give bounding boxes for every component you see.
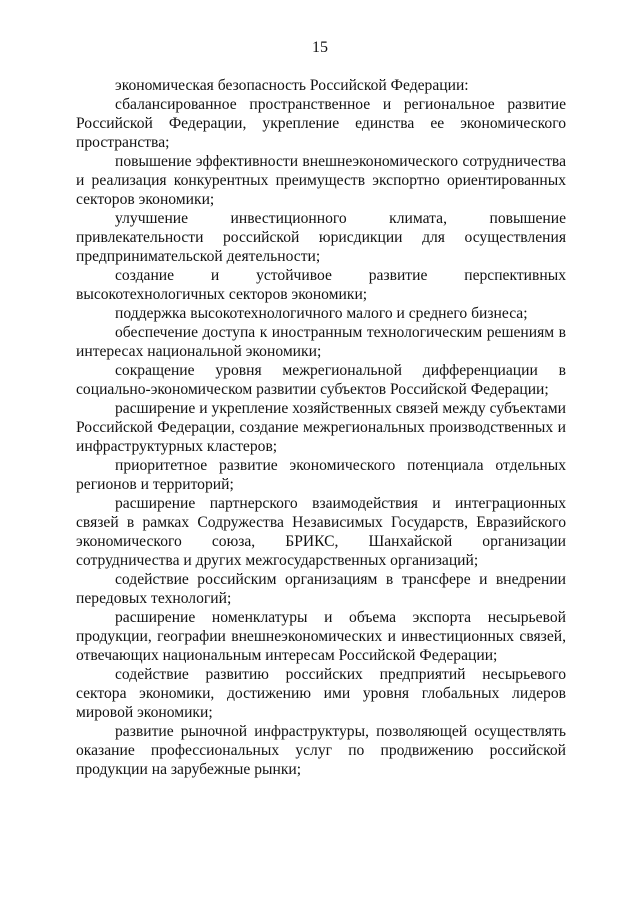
list-item: сокращение уровня межрегиональной дифференциации в социально-экономическом развитии субъектов Российской Федерации; (76, 362, 566, 398)
list-item: экономическая безопасность Российской Федерации: (115, 77, 469, 94)
list-item: расширение партнерского взаимодействия и интеграционных связей в рамках Содружества Независимых Государств, Евразийского экономического союза, БРИКС, Шанхайской организации сотрудничества и других межгосударственных организаций; (76, 495, 566, 569)
document-body (76, 76, 566, 779)
list-item: содействие российским организациям в трансфере и внедрении передовых технологий; (76, 571, 566, 607)
list-item: улучшение инвестиционного климата, повышение привлекательности российской юрисдикции для осуществления предпринимательской деятельности; (76, 210, 566, 265)
list-item: расширение номенклатуры и объема экспорта несырьевой продукции, географии внешнеэкономических и инвестиционных связей, отвечающих национальным интересам Российской Федерации; (76, 609, 566, 664)
list-item: приоритетное развитие экономического потенциала отдельных регионов и территорий; (76, 457, 566, 493)
page-number: 15 (312, 39, 328, 56)
list-item: расширение и укрепление хозяйственных связей между субъектами Российской Федерации, создание межрегиональных производственных и инфраструктурных кластеров; (76, 400, 566, 455)
list-item: повышение эффективности внешнеэкономического сотрудничества и реализация конкурентных преимуществ экспортно ориентированных секторов экономики; (76, 153, 566, 208)
list-item: создание и устойчивое развитие перспективных высокотехнологичных секторов экономики; (76, 267, 566, 303)
list-item: сбалансированное пространственное и региональное развитие Российской Федерации, укрепление единства ее экономического пространства; (76, 96, 566, 151)
list-item: обеспечение доступа к иностранным технологическим решениям в интересах национальной экономики; (76, 324, 566, 360)
list-item: содействие развитию российских предприятий несырьевого сектора экономики, достижению ими уровня глобальных лидеров мировой экономики; (76, 666, 566, 721)
list-item: поддержка высокотехнологичного малого и среднего бизнеса; (115, 305, 528, 322)
list-item: развитие рыночной инфраструктуры, позволяющей осуществлять оказание профессиональных услуг по продвижению российской продукции на зарубежные рынки; (76, 723, 566, 778)
